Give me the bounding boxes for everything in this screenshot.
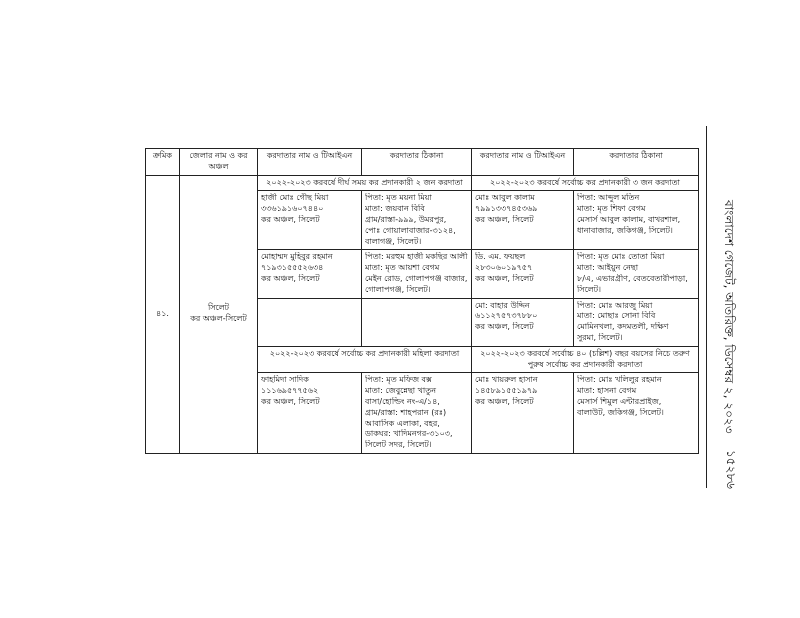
section-female: ২০২২-২০২৩ করবর্ষে সর্বোচ্চ কর প্রদানকারী মহিলা করদাতা <box>258 346 472 373</box>
taxpayer-zone: কর অঞ্চল, সিলেট <box>475 396 534 406</box>
taxpayer-name: হাজী মোঃ গৌছ মিয়া <box>261 193 329 203</box>
address-line: বালাউট, জকিগঞ্জ, সিলেট। <box>577 407 664 417</box>
address-line: মাতা: মৃত আয়শা বেগম <box>365 263 440 273</box>
taxpayer-tin: ১৪৫৮৯১৫৫১৯৭৯ <box>475 386 538 396</box>
address-line: মেসার্স আবুল কালাম, বাখরশাল, <box>577 214 681 224</box>
taxpayer-table <box>145 148 699 454</box>
taxpayer-tin: ২৮৩০৬০১৯৭৫৭ <box>475 263 533 273</box>
taxpayer-name-tin <box>472 298 574 346</box>
section-longest: ২০২২-২০২৩ করবর্ষে দীর্ঘ সময় কর প্রদানকারী ২ জন করদাতা <box>258 175 472 191</box>
header-name-tin: করদাতার নাম ও টিআইএন <box>472 149 574 176</box>
address-line: গোলাপগঞ্জ, সিলেট। <box>365 284 431 294</box>
address-line: মাতা: হাসনা বেগম <box>577 386 637 396</box>
taxpayer-name-tin <box>258 373 362 454</box>
taxpayer-address <box>362 373 472 454</box>
section-row <box>146 175 699 191</box>
empty-cell <box>362 298 472 346</box>
district-cell <box>180 175 258 453</box>
address-line: বালাগঞ্জ, সিলেট। <box>365 236 422 246</box>
address-line: পিতা: মৃত মোঃ তোতা মিয়া <box>577 252 665 262</box>
taxpayer-name-tin <box>472 250 574 298</box>
header-address: করদাতার ঠিকানা <box>574 149 699 176</box>
header-serial: ক্রমিক <box>146 149 180 176</box>
address-line: পোঃ গোয়ালাবাজার-৩১২৪, <box>365 225 456 235</box>
address-line: ধানাবাজার, জকিগঞ্জ, সিলেট। <box>577 225 673 235</box>
taxpayer-name: মোঃ আবুল কালাম <box>475 193 535 203</box>
taxpayer-zone: কর অঞ্চল, সিলেট <box>261 214 320 224</box>
address-line: আবাসিক এলাকা, বহর, <box>365 418 440 428</box>
taxpayer-tin: ৭১৯৩১৫৫৫২৬৩৪ <box>261 263 324 273</box>
taxpayer-zone: কর অঞ্চল, সিলেট <box>475 322 534 332</box>
district-zone: কর অঞ্চল-সিলেট <box>190 314 247 324</box>
section-young: ২০২২-২০২৩ করবর্ষে সর্বোচ্চ ৪০ (চল্লিশ) বছর বয়সের নিচে তরুণ পুরুষ সর্বোচ্চ কর প্রদানকারী করদাতা <box>472 346 699 373</box>
address-line: বাসা/হোল্ডিং নং-এ/১৪, <box>365 396 440 406</box>
taxpayer-zone: কর অঞ্চল, সিলেট <box>475 273 534 283</box>
address-line: পিতা: মোঃ খলিলুর রহমান <box>577 375 662 385</box>
address-line: ৮/এ, এভারগ্রীণ, বেতবেতারীপাড়া, <box>577 273 688 283</box>
section-highest: ২০২২-২০২৩ করবর্ষে সর্বোচ্চ কর প্রদানকারী ৩ জন করদাতা <box>472 175 699 191</box>
header-name-tin: করদাতার নাম ও টিআইএন <box>258 149 362 176</box>
address-line: পিতা: আব্দুল মতিন <box>577 193 640 203</box>
taxpayer-zone: কর অঞ্চল, সিলেট <box>475 214 534 224</box>
taxpayer-zone: কর অঞ্চল, সিলেট <box>261 396 320 406</box>
taxpayer-tin: ৬১১২৭৫৭৩৭৮৮০ <box>475 311 538 321</box>
taxpayer-name: মো: বাহার উদ্দিন <box>475 300 530 310</box>
address-line: সিলেট। <box>577 284 601 294</box>
taxpayer-name: ডি. এম. ফয়ছল <box>475 252 526 262</box>
address-line: মাতা: আইয়ুন নেছা <box>577 263 639 273</box>
taxpayer-address <box>362 191 472 250</box>
district-name: সিলেট <box>207 303 230 313</box>
taxpayer-address <box>574 298 699 346</box>
taxpayer-tin: ৭৯৯১৩৩৭৪৫৩৬৯ <box>475 204 538 214</box>
gazette-running-head: বাংলাদেশ গেজেট, অতিরিক্ত, ডিসেম্বর ২, ২০২৩ <box>722 200 736 434</box>
taxpayer-name: মোহাম্মদ মুহিবুর রহমান <box>261 252 333 262</box>
address-line: মেইন রোড, গোলাপগঞ্জ বাজার, <box>365 273 468 283</box>
taxpayer-address <box>574 373 699 454</box>
address-line: মেসার্স শিমুল এন্টারপ্রাইজ, <box>577 396 662 406</box>
header-address: করদাতার ঠিকানা <box>362 149 472 176</box>
address-line: সিলেট সদর, সিলেট। <box>365 440 432 450</box>
address-line: মোমিনখলা, কদমতলী, দক্ষিণ <box>577 322 669 332</box>
address-line: সুরমা, সিলেট। <box>577 332 623 342</box>
empty-cell <box>258 298 362 346</box>
header-row <box>146 149 699 176</box>
address-line: মাতা: জেবুন্নেছা খাতুন <box>365 386 437 396</box>
serial-cell: ৪১. <box>146 175 180 453</box>
address-line: গ্রাম/রাস্তা-৯৯৯, উমরপুর, <box>365 214 447 224</box>
taxpayer-address <box>574 250 699 298</box>
address-line: পিতা: মৃত ময়না মিয়া <box>365 193 432 203</box>
header-district: জেলার নাম ও কর অঞ্চল <box>180 149 258 176</box>
taxpayer-tin: ১১১৬৯৫৭৭৫৬২ <box>261 386 319 396</box>
taxpayer-name-tin <box>472 373 574 454</box>
address-line: ডাকঘর: খাদিমনগর-৩১০৩, <box>365 429 453 439</box>
taxpayer-name: মোঃ খায়রুল হাসান <box>475 375 538 385</box>
address-line: পিতা: মৃত মফিজ বক্স <box>365 375 432 385</box>
address-line: মাতা: মোছাঃ সোনা বিবি <box>577 311 656 321</box>
taxpayer-address <box>362 250 472 298</box>
address-line: মাতা: জয়বান বিবি <box>365 204 425 214</box>
address-line: গ্রাম/রাস্তা: শাহপরান (রঃ) <box>365 407 447 417</box>
page-number: ১৫২৮৬ <box>724 450 738 489</box>
address-line: পিতা: মরহুম হাজী মকছির আলী <box>365 252 468 262</box>
address-line: মাতা: মৃত শিফা বেগম <box>577 204 646 214</box>
taxpayer-address <box>574 191 699 250</box>
address-line: পিতা: মোঃ আরজু মিয়া <box>577 300 653 310</box>
taxpayer-name-tin <box>472 191 574 250</box>
taxpayer-tin: ৩৩৬১৯১৬০৭৪৪০ <box>261 204 324 214</box>
taxpayer-name: ফাহমিদা সাদিক <box>261 375 309 385</box>
taxpayer-zone: কর অঞ্চল, সিলেট <box>261 273 320 283</box>
margin-rule <box>706 126 707 488</box>
taxpayer-name-tin <box>258 191 362 250</box>
taxpayer-name-tin <box>258 250 362 298</box>
